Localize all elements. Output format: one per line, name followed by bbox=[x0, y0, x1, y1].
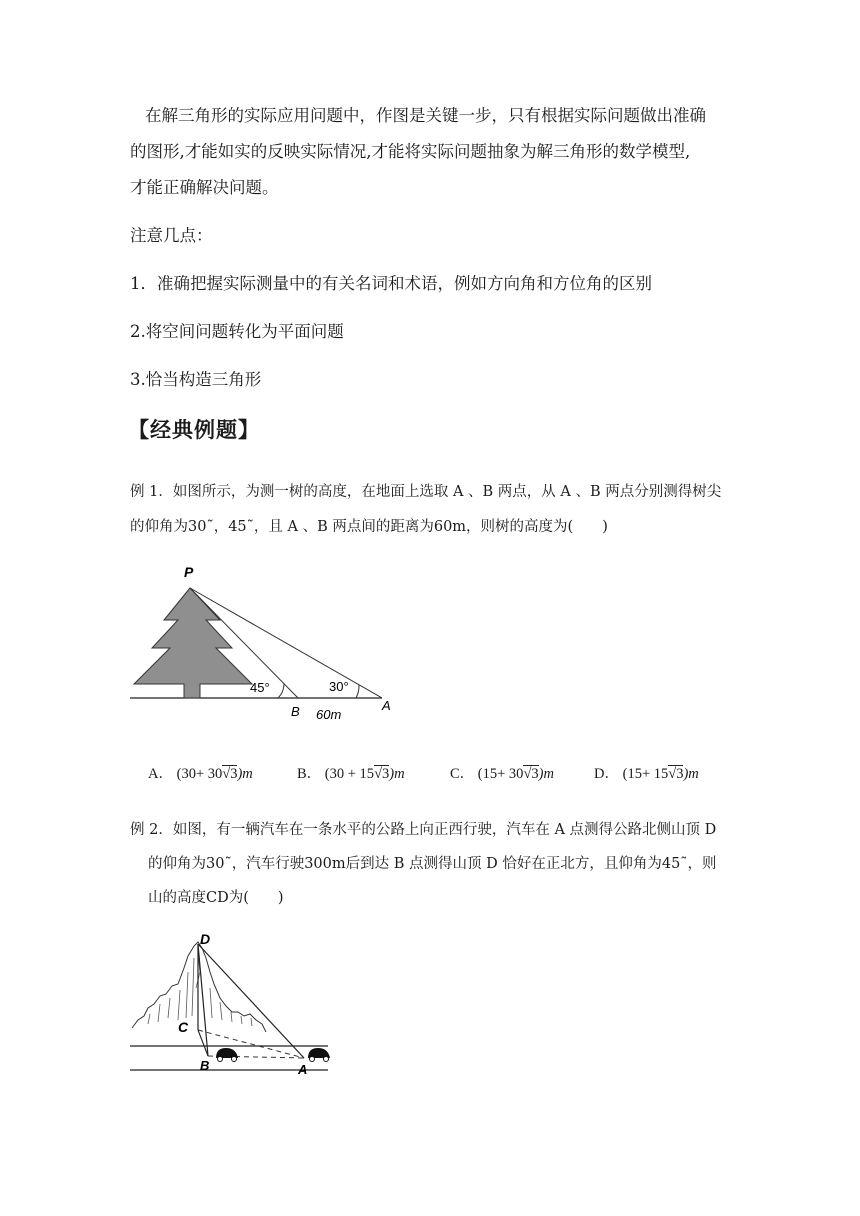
example2-line-2: 的仰角为30˜，汽车行驶300m后到达 B 点测得山顶 D 恰好在正北方，且仰角为45˜，则 bbox=[148, 856, 717, 872]
distance-label: 60m bbox=[316, 707, 342, 722]
option-a-root: 3 bbox=[230, 766, 238, 782]
option-c-letter: C． bbox=[450, 766, 475, 782]
option-c-post: )m bbox=[538, 766, 554, 782]
label-p: P bbox=[184, 564, 194, 580]
option-b: B． (30 + 15√3)m bbox=[297, 766, 405, 782]
angle-arc-a bbox=[356, 685, 359, 698]
option-d-post: )m bbox=[683, 766, 699, 782]
angle-arc-b bbox=[278, 684, 284, 698]
label-b: B bbox=[291, 704, 300, 719]
example1-line-1: 例 1．如图所示，为测一树的高度，在地面上选取 A 、B 两点，从 A 、B 两点分别测得树尖 bbox=[130, 484, 722, 500]
note-item-2: 2.将空间问题转化为平面问题 bbox=[130, 322, 344, 341]
label-a: A bbox=[382, 698, 391, 713]
option-b-post: )m bbox=[389, 766, 405, 782]
label-b-2: B bbox=[200, 1058, 210, 1073]
label-a-2: A bbox=[298, 1062, 308, 1077]
option-b-letter: B． bbox=[297, 766, 322, 782]
option-b-pre: (30 + 15 bbox=[324, 766, 375, 782]
option-a-letter: A． bbox=[148, 766, 173, 782]
note-item-1: 1．准确把握实际测量中的有关名词和术语，例如方向角和方位角的区别 bbox=[130, 274, 652, 293]
example2-line-3: 山的高度CD为( ) bbox=[148, 890, 284, 906]
option-c-root: 3 bbox=[531, 766, 539, 782]
option-a: A． (30+ 30√3)m bbox=[148, 766, 253, 782]
car-icon-b bbox=[216, 1048, 238, 1062]
line-da bbox=[198, 944, 304, 1058]
example2-line-1: 例 2．如图，有一辆汽车在一条水平的公路上向正西行驶，汽车在 A 点测得公路北侧山顶 D bbox=[130, 822, 717, 838]
line-ca bbox=[198, 1030, 304, 1058]
option-c: C． (15+ 30√3)m bbox=[450, 766, 554, 782]
notes-title: 注意几点： bbox=[130, 226, 213, 245]
mountain-figure bbox=[128, 928, 338, 1078]
intro-line-3: 才能正确解决问题。 bbox=[130, 178, 279, 197]
option-a-pre: (30+ 30 bbox=[176, 766, 223, 782]
intro-line-2: 的图形,才能如实的反映实际情况,才能将实际问题抽象为解三角形的数学模型, bbox=[130, 142, 691, 161]
intro-line-1: 在解三角形的实际应用问题中，作图是关键一步，只有根据实际问题做出准确 bbox=[145, 106, 706, 125]
option-a-post: )m bbox=[237, 766, 253, 782]
option-d-root: 3 bbox=[676, 766, 684, 782]
option-d-letter: D． bbox=[594, 766, 619, 782]
label-c: C bbox=[178, 1019, 189, 1035]
angle-label-b: 45° bbox=[250, 680, 270, 695]
note-item-3: 3.恰当构造三角形 bbox=[130, 370, 262, 389]
car-icon-a bbox=[308, 1048, 330, 1062]
option-d: D． (15+ 15√3)m bbox=[594, 766, 699, 782]
angle-label-a: 30° bbox=[329, 679, 349, 694]
section-heading: 【经典例题】 bbox=[128, 418, 260, 442]
tree-figure bbox=[128, 562, 408, 722]
option-b-root: 3 bbox=[382, 766, 390, 782]
example1-line-2: 的仰角为30˜，45˜，且 A 、B 两点间的距离为60m，则树的高度为( ) bbox=[130, 519, 608, 535]
option-c-pre: (15+ 30 bbox=[477, 766, 524, 782]
option-d-pre: (15+ 15 bbox=[622, 766, 669, 782]
tree-shape bbox=[134, 588, 252, 698]
label-d: D bbox=[200, 931, 211, 947]
